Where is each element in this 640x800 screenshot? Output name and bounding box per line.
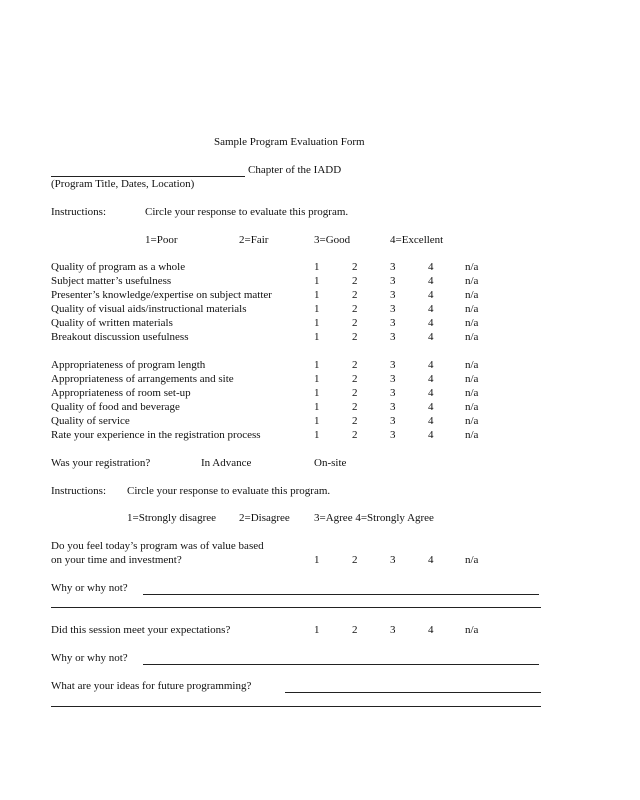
rating-4[interactable]: 4 bbox=[428, 554, 434, 566]
rating-1[interactable]: 1 bbox=[314, 261, 320, 273]
registration-option-onsite[interactable]: On-site bbox=[314, 457, 347, 469]
instructions-label: Instructions: bbox=[51, 206, 106, 218]
rating-1[interactable]: 1 bbox=[314, 275, 320, 287]
form-title: Sample Program Evaluation Form bbox=[214, 136, 365, 148]
rating-row-label: Quality of visual aids/instructional materials bbox=[51, 303, 247, 315]
scale-excellent: 4=Excellent bbox=[390, 234, 444, 246]
instructions-text: Circle your response to evaluate this program. bbox=[145, 206, 349, 218]
rating-1[interactable]: 1 bbox=[314, 429, 320, 441]
rating-2[interactable]: 2 bbox=[352, 303, 358, 315]
rating-4[interactable]: 4 bbox=[428, 317, 434, 329]
rating-na[interactable]: n/a bbox=[465, 401, 479, 413]
rating-3[interactable]: 3 bbox=[390, 401, 396, 413]
rating-3[interactable]: 3 bbox=[390, 331, 396, 343]
rating-3[interactable]: 3 bbox=[390, 275, 396, 287]
rating-2[interactable]: 2 bbox=[352, 554, 358, 566]
rating-4[interactable]: 4 bbox=[428, 261, 434, 273]
rating-4[interactable]: 4 bbox=[428, 429, 434, 441]
rating-row-label: Subject matter’s usefulness bbox=[51, 275, 172, 287]
scale-agree: 3=Agree 4=Strongly Agree bbox=[314, 512, 434, 524]
rating-row-label: Appropriateness of program length bbox=[51, 359, 206, 371]
rating-1[interactable]: 1 bbox=[314, 317, 320, 329]
rating-na[interactable]: n/a bbox=[465, 429, 479, 441]
registration-question: Was your registration? bbox=[51, 457, 151, 469]
rating-1[interactable]: 1 bbox=[314, 415, 320, 427]
scale-fair: 2=Fair bbox=[239, 234, 269, 246]
rating-row-label: Quality of service bbox=[51, 415, 130, 427]
why-answer-line-3[interactable] bbox=[143, 664, 539, 665]
rating-3[interactable]: 3 bbox=[390, 373, 396, 385]
rating-na[interactable]: n/a bbox=[465, 261, 479, 273]
instructions-2-text: Circle your response to evaluate this program. bbox=[127, 485, 331, 497]
rating-4[interactable]: 4 bbox=[428, 275, 434, 287]
ideas-answer-line-1[interactable] bbox=[285, 692, 541, 693]
program-title-field[interactable] bbox=[51, 176, 245, 177]
scale-good: 3=Good bbox=[314, 234, 351, 246]
rating-na[interactable]: n/a bbox=[465, 359, 479, 371]
rating-1[interactable]: 1 bbox=[314, 401, 320, 413]
rating-2[interactable]: 2 bbox=[352, 415, 358, 427]
rating-4[interactable]: 4 bbox=[428, 401, 434, 413]
rating-row-label: Quality of written materials bbox=[51, 317, 173, 329]
rating-na[interactable]: n/a bbox=[465, 331, 479, 343]
scale-poor: 1=Poor bbox=[145, 234, 178, 246]
rating-4[interactable]: 4 bbox=[428, 359, 434, 371]
rating-3[interactable]: 3 bbox=[390, 429, 396, 441]
rating-2[interactable]: 2 bbox=[352, 289, 358, 301]
rating-2[interactable]: 2 bbox=[352, 359, 358, 371]
rating-1[interactable]: 1 bbox=[314, 624, 320, 636]
program-title-label: (Program Title, Dates, Location) bbox=[51, 178, 195, 190]
rating-row-label: Presenter’s knowledge/expertise on subject matter bbox=[51, 289, 272, 301]
rating-2[interactable]: 2 bbox=[352, 624, 358, 636]
rating-1[interactable]: 1 bbox=[314, 303, 320, 315]
rating-2[interactable]: 2 bbox=[352, 275, 358, 287]
rating-1[interactable]: 1 bbox=[314, 289, 320, 301]
rating-na[interactable]: n/a bbox=[465, 415, 479, 427]
rating-3[interactable]: 3 bbox=[390, 359, 396, 371]
ideas-question: What are your ideas for future programming? bbox=[51, 680, 252, 692]
rating-na[interactable]: n/a bbox=[465, 317, 479, 329]
rating-2[interactable]: 2 bbox=[352, 261, 358, 273]
rating-1[interactable]: 1 bbox=[314, 387, 320, 399]
rating-row-label: Quality of program as a whole bbox=[51, 261, 186, 273]
rating-na[interactable]: n/a bbox=[465, 289, 479, 301]
rating-4[interactable]: 4 bbox=[428, 331, 434, 343]
chapter-label: Chapter of the IADD bbox=[248, 164, 342, 176]
why-answer-line-2[interactable] bbox=[51, 607, 541, 608]
rating-1[interactable]: 1 bbox=[314, 331, 320, 343]
expectations-question: Did this session meet your expectations? bbox=[51, 624, 231, 636]
rating-na[interactable]: n/a bbox=[465, 624, 479, 636]
why-answer-line-1[interactable] bbox=[143, 594, 539, 595]
rating-row-label: Quality of food and beverage bbox=[51, 401, 180, 413]
rating-2[interactable]: 2 bbox=[352, 429, 358, 441]
scale-disagree: 2=Disagree bbox=[239, 512, 290, 524]
rating-3[interactable]: 3 bbox=[390, 415, 396, 427]
rating-3[interactable]: 3 bbox=[390, 261, 396, 273]
rating-2[interactable]: 2 bbox=[352, 331, 358, 343]
rating-4[interactable]: 4 bbox=[428, 303, 434, 315]
rating-2[interactable]: 2 bbox=[352, 317, 358, 329]
value-question-line1: Do you feel today’s program was of value based bbox=[51, 540, 264, 552]
rating-2[interactable]: 2 bbox=[352, 401, 358, 413]
rating-4[interactable]: 4 bbox=[428, 415, 434, 427]
ideas-answer-line-2[interactable] bbox=[51, 706, 541, 707]
rating-na[interactable]: n/a bbox=[465, 387, 479, 399]
rating-3[interactable]: 3 bbox=[390, 554, 396, 566]
rating-1[interactable]: 1 bbox=[314, 554, 320, 566]
rating-3[interactable]: 3 bbox=[390, 317, 396, 329]
why-label-2: Why or why not? bbox=[51, 652, 128, 664]
rating-na[interactable]: n/a bbox=[465, 275, 479, 287]
rating-row-label: Breakout discussion usefulness bbox=[51, 331, 189, 343]
rating-3[interactable]: 3 bbox=[390, 624, 396, 636]
rating-4[interactable]: 4 bbox=[428, 624, 434, 636]
rating-row-label: Appropriateness of room set-up bbox=[51, 387, 191, 399]
rating-na[interactable]: n/a bbox=[465, 373, 479, 385]
rating-row-label: Rate your experience in the registration process bbox=[51, 429, 261, 441]
why-label-1: Why or why not? bbox=[51, 582, 128, 594]
value-question-line2: on your time and investment? bbox=[51, 554, 182, 566]
rating-4[interactable]: 4 bbox=[428, 289, 434, 301]
rating-3[interactable]: 3 bbox=[390, 303, 396, 315]
rating-2[interactable]: 2 bbox=[352, 387, 358, 399]
instructions-2-label: Instructions: bbox=[51, 485, 106, 497]
scale-strongly-disagree: 1=Strongly disagree bbox=[127, 512, 216, 524]
rating-na[interactable]: n/a bbox=[465, 554, 479, 566]
rating-4[interactable]: 4 bbox=[428, 387, 434, 399]
registration-option-advance[interactable]: In Advance bbox=[201, 457, 252, 469]
rating-row-label: Appropriateness of arrangements and site bbox=[51, 373, 234, 385]
rating-1[interactable]: 1 bbox=[314, 359, 320, 371]
rating-na[interactable]: n/a bbox=[465, 303, 479, 315]
rating-4[interactable]: 4 bbox=[428, 373, 434, 385]
rating-3[interactable]: 3 bbox=[390, 289, 396, 301]
rating-3[interactable]: 3 bbox=[390, 387, 396, 399]
rating-2[interactable]: 2 bbox=[352, 373, 358, 385]
rating-1[interactable]: 1 bbox=[314, 373, 320, 385]
